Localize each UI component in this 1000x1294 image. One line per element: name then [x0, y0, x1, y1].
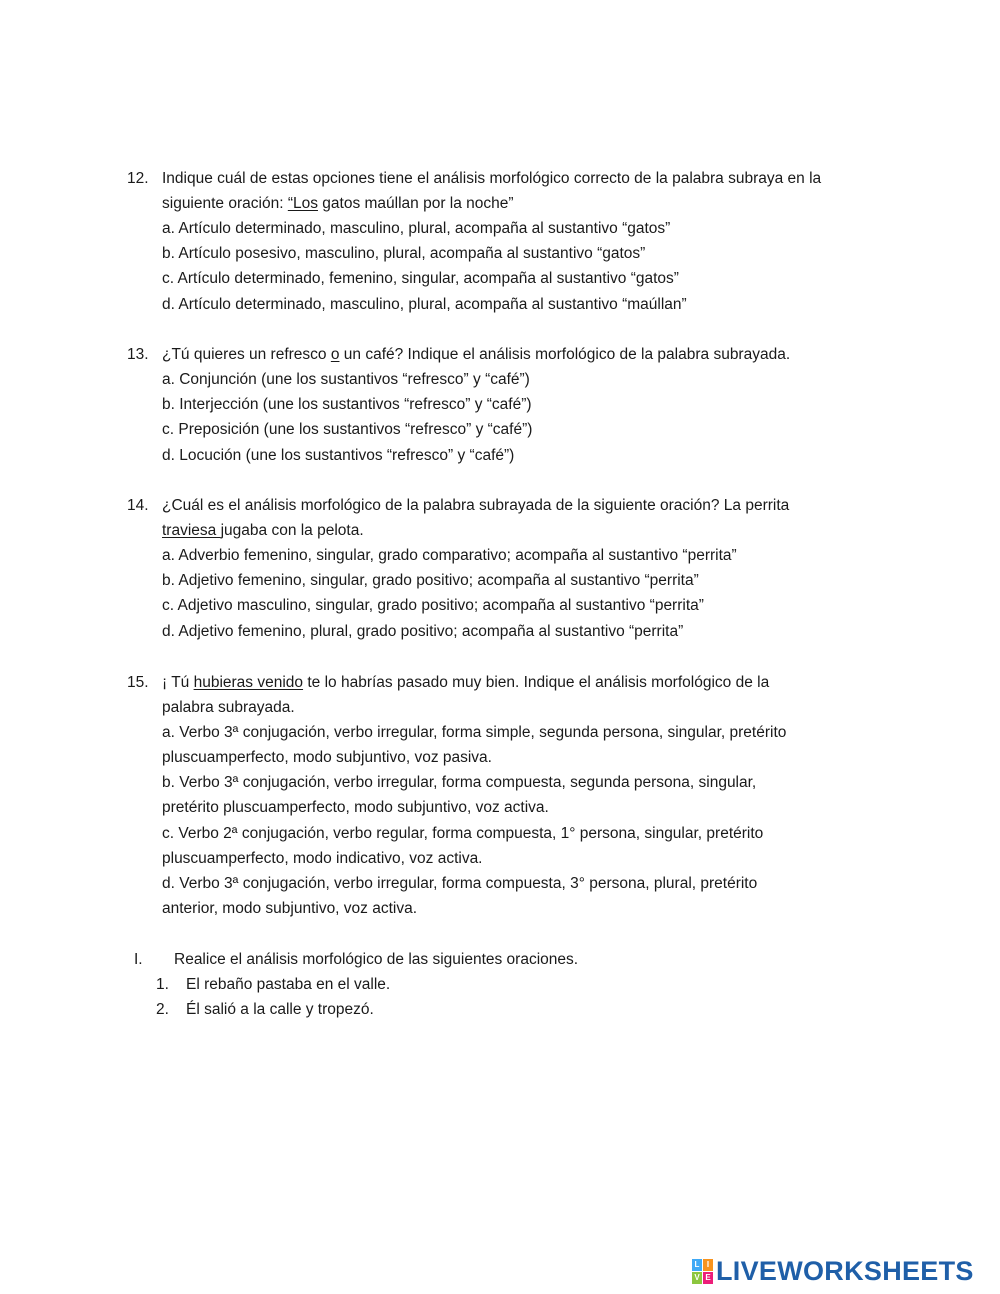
list-item-number: 1. — [156, 976, 169, 993]
option-a: a. Artículo determinado, masculino, plural, acompaña al sustantivo “gatos” — [162, 220, 671, 237]
question-text-line: Indique cuál de estas opciones tiene el análisis morfológico correcto de la palabra subraya en la — [162, 170, 822, 187]
list-item-number: 2. — [156, 1001, 169, 1018]
question-text-line: traviesa jugaba con la pelota. — [162, 522, 364, 539]
underlined-word: traviesa — [162, 522, 221, 539]
underlined-word: o — [330, 346, 340, 363]
option-a-cont: pluscuamperfecto, modo subjuntivo, voz pasiva. — [162, 749, 492, 766]
question-text-line: ¿Cuál es el análisis morfológico de la palabra subrayada de la siguiente oración? La perrita — [162, 497, 790, 514]
question-number: 14. — [127, 497, 149, 514]
option-c: c. Adjetivo masculino, singular, grado positivo; acompaña al sustantivo “perrita” — [162, 597, 704, 614]
question-text-line: palabra subrayada. — [162, 699, 295, 716]
option-a: a. Conjunción (une los sustantivos “refresco” y “café”) — [162, 371, 530, 388]
liveworksheets-logo[interactable] — [692, 1257, 974, 1285]
option-b: b. Interjección (une los sustantivos “refresco” y “café”) — [162, 396, 532, 413]
underlined-word: hubieras venido — [193, 674, 304, 691]
list-item: Él salió a la calle y tropezó. — [186, 1001, 374, 1018]
option-b-cont: pretérito pluscuamperfecto, modo subjuntivo, voz activa. — [162, 799, 549, 816]
option-c: c. Verbo 2ª conjugación, verbo regular, forma compuesta, 1° persona, singular, pretérito — [162, 825, 764, 842]
section-numeral: I. — [134, 951, 143, 968]
option-a: a. Adverbio femenino, singular, grado comparativo; acompaña al sustantivo “perrita” — [162, 547, 737, 564]
underlined-word: “Los — [287, 195, 318, 212]
option-d: d. Locución (une los sustantivos “refresco” y “café”) — [162, 447, 515, 464]
option-d-cont: anterior, modo subjuntivo, voz activa. — [162, 900, 418, 917]
option-b: b. Verbo 3ª conjugación, verbo irregular, forma compuesta, segunda persona, singular, — [162, 774, 757, 791]
option-b: b. Adjetivo femenino, singular, grado positivo; acompaña al sustantivo “perrita” — [162, 572, 699, 589]
logo-icon: L I V E — [692, 1259, 713, 1284]
section-title: Realice el análisis morfológico de las siguientes oraciones. — [174, 951, 579, 968]
question-number: 15. — [127, 674, 149, 691]
question-number: 12. — [127, 170, 149, 187]
list-item: El rebaño pastaba en el valle. — [186, 976, 391, 993]
option-a: a. Verbo 3ª conjugación, verbo irregular, forma simple, segunda persona, singular, pretérito — [162, 724, 787, 741]
option-d: d. Verbo 3ª conjugación, verbo irregular, forma compuesta, 3° persona, plural, pretérito — [162, 875, 758, 892]
option-c-cont: pluscuamperfecto, modo indicativo, voz activa. — [162, 850, 483, 867]
option-d: d. Adjetivo femenino, plural, grado positivo; acompaña al sustantivo “perrita” — [162, 623, 684, 640]
question-number: 13. — [127, 346, 149, 363]
option-b: b. Artículo posesivo, masculino, plural, acompaña al sustantivo “gatos” — [162, 245, 646, 262]
option-d: d. Artículo determinado, masculino, plural, acompaña al sustantivo “maúllan” — [162, 296, 687, 313]
question-text-line: ¡ Tú hubieras venido te lo habrías pasado muy bien. Indique el análisis morfológico de la — [162, 674, 770, 691]
question-text-line: ¿Tú quieres un refresco o un café? Indique el análisis morfológico de la palabra subrayada. — [162, 346, 791, 363]
logo-text: LIVEWORKSHEETS — [716, 1256, 974, 1286]
question-text-line: siguiente oración: “Los gatos maúllan por la noche” — [162, 195, 514, 212]
option-c: c. Artículo determinado, femenino, singular, acompaña al sustantivo “gatos” — [162, 270, 679, 287]
option-c: c. Preposición (une los sustantivos “refresco” y “café”) — [162, 421, 533, 438]
